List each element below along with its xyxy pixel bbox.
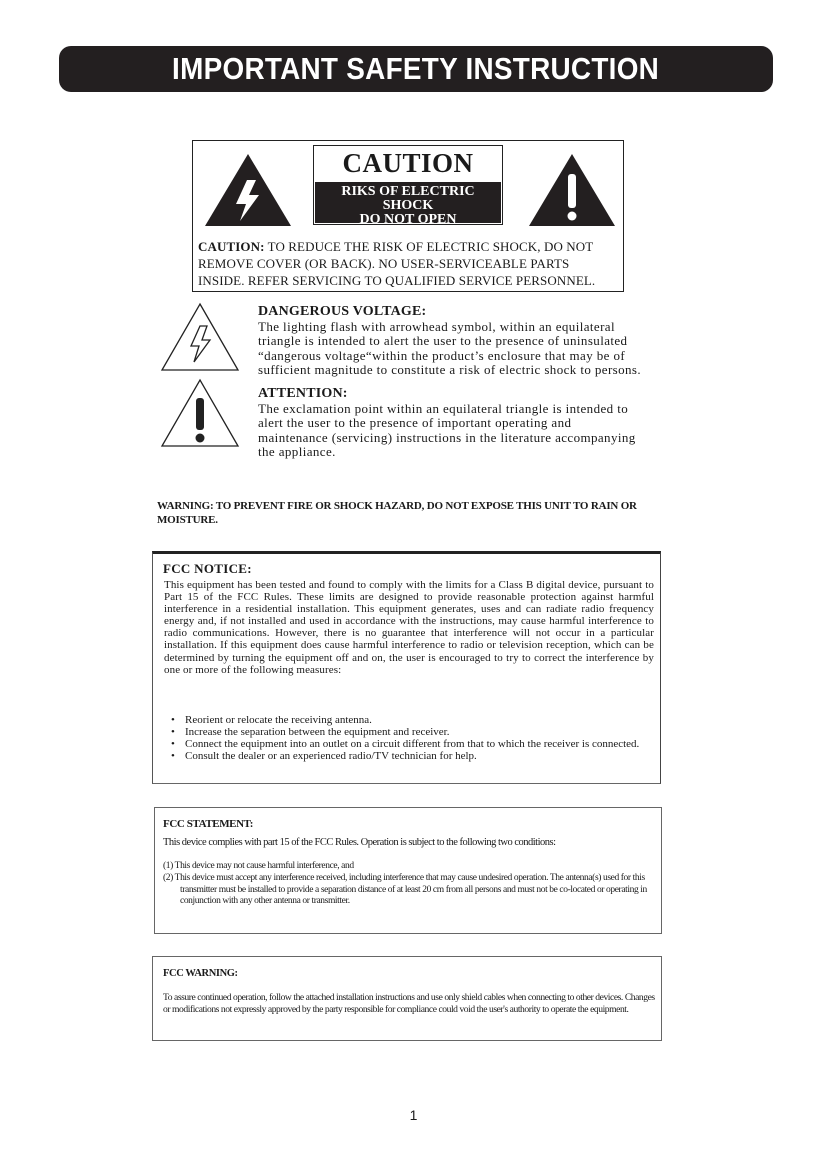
dangerous-voltage-heading: DANGEROUS VOLTAGE:: [258, 304, 427, 319]
caution-label-line1: RIKS OF ELECTRIC: [341, 184, 475, 199]
list-item: (2) This device must accept any interference received, including interference that may cause undesired operation. The antenna(s) used for this transmitter must be installed to provide a separation distance of at least 20 cm from all persons and must not be co-located or operating in conjunction with any other antenna or transmitter.: [163, 872, 647, 907]
list-item: (1) This device may not cause harmful interference, and: [163, 861, 354, 871]
attention-heading: ATTENTION:: [258, 386, 348, 401]
attention-line1: The exclamation point within an equilateral triangle is intended to: [258, 400, 629, 416]
list-item: • Consult the dealer or an experienced radio/TV technician for help.: [171, 750, 651, 762]
fcc-warning-body: To assure continued operation, follow the attached installation instructions and use only shield cables when connecting to other devices. Changes or modifications not expressly approved by the party responsible for compliance could void the user's authority to operate the equipment.: [163, 992, 655, 1016]
caution-line1: TO REDUCE THE RISK OF ELECTRIC SHOCK, DO NOT: [264, 239, 594, 254]
dangerous-voltage-line1: The lighting flash with arrowhead symbol, within an equilateral: [258, 318, 615, 334]
page-number: 1: [409, 1107, 418, 1123]
fcc-statement-box: [154, 807, 662, 934]
fcc-warning-title: FCC WARNING:: [163, 968, 238, 979]
caution-label-dark: [315, 182, 501, 227]
caution-text: [198, 238, 620, 289]
dangerous-voltage-line2: triangle is intended to alert the user to the presence of uninsulated: [258, 333, 628, 348]
list-item: • Reorient or relocate the receiving antenna.: [171, 714, 651, 726]
caution-label: [313, 145, 503, 225]
fcc-statement-list: [163, 861, 653, 908]
fcc-warning-box: [152, 956, 662, 1041]
dangerous-voltage-line4: sufficient magnitude to constitute a risk of electric shock to persons.: [258, 362, 642, 377]
rain-moisture-warning: WARNING: TO PREVENT FIRE OR SHOCK HAZARD, DO NOT EXPOSE THIS UNIT TO RAIN OR MOISTURE.: [157, 500, 637, 526]
dangerous-voltage-line3: “dangerous voltage“within the product’s enclosure that may be of: [258, 347, 626, 363]
caution-label-line2: SHOCK: [382, 198, 434, 213]
list-item: • Connect the equipment into an outlet on a circuit different from that to which the receiver is connected.: [171, 738, 651, 750]
caution-box: [192, 140, 624, 292]
dangerous-voltage-section: [258, 305, 678, 378]
caution-heading: CAUTION: [342, 148, 474, 178]
caution-line3: INSIDE. REFER SERVICING TO QUALIFIED SERVICE PERSONNEL.: [198, 273, 596, 288]
caution-line2: REMOVE COVER (OR BACK). NO USER-SERVICEABLE PARTS: [198, 256, 570, 271]
fcc-notice-box: [152, 551, 661, 784]
caution-lead: CAUTION:: [198, 239, 265, 254]
list-item: • Increase the separation between the equipment and receiver.: [171, 726, 651, 738]
fcc-notice-body: This equipment has been tested and found to comply with the limits for a Class B digital device, pursuant to Part 15 of the FCC Rules. These limits are designed to provide reasonable protection against harmful interference in a residential installation. This equipment generates, uses and can radiate radio frequency energy and, if not installed and used in accordance with the instructions, may cause harmful interference to radio communications. However, there is no guarantee that interference will not occur in a particular installation. If this equipment does cause harmful interference to radio or television reception, which can be determined by turning the equipment off and on, the user is encouraged to try to correct the interference by one or more of the following measures:: [164, 579, 654, 676]
fcc-statement-intro: This device complies with part 15 of the FCC Rules. Operation is subject to the following two conditions:: [163, 837, 556, 848]
exclamation-outline-icon: [160, 378, 240, 448]
title-banner: [59, 46, 773, 92]
attention-line2: alert the user to the presence of important operating and: [258, 415, 572, 430]
attention-section: [258, 387, 678, 460]
lightning-warning-icon: [203, 152, 293, 228]
lightning-outline-icon: [160, 302, 240, 372]
fcc-notice-list: [171, 714, 651, 762]
attention-line4: the appliance.: [258, 444, 336, 459]
page-title: IMPORTANT SAFETY INSTRUCTION: [172, 51, 660, 86]
fcc-notice-title: FCC NOTICE:: [163, 561, 252, 576]
attention-line3: maintenance (servicing) instructions in the literature accompanying: [258, 429, 636, 445]
caution-label-line3: DO NOT OPEN: [359, 212, 457, 227]
exclamation-warning-icon: [527, 152, 617, 228]
fcc-statement-title: FCC STATEMENT:: [163, 818, 254, 830]
